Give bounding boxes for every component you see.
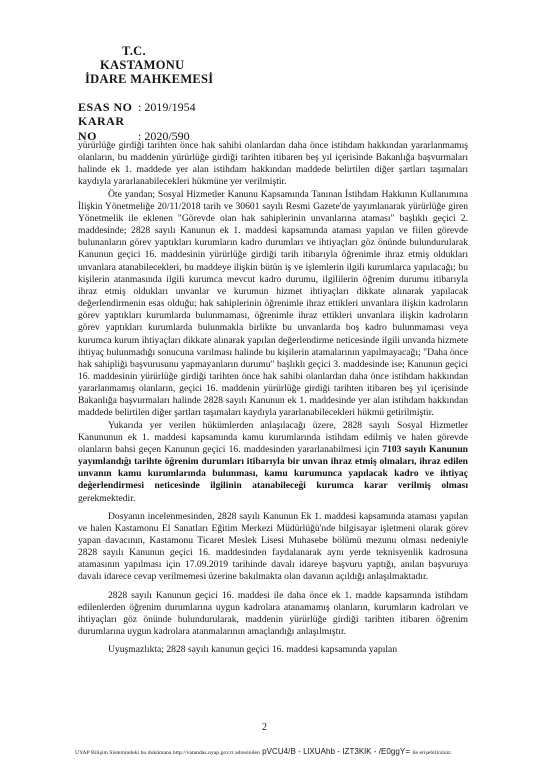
paragraph-text: Yukarıda yer verilen hükümlerden anlaşılacağı üzere, 2828 sayılı Sosyal Hizmetler Kanununun ek 1. maddesi kapsamında kamu kurumlarında istihdam edilmiş ve halen görevde olanların bahsi geçen Kanunun geçici 16. maddesinden yararlanabilmesi için — [78, 419, 468, 455]
esas-no-value: : 2019/1954 — [138, 100, 196, 114]
paragraph — [78, 590, 468, 639]
paragraph-text: gerekmektedir. — [78, 492, 136, 504]
esas-no-label: ESAS NO — [78, 100, 133, 114]
paragraph-text: 2828 sayılı Kanunun geçici 16. maddesi ile daha önce ek 1. madde kapsamında istihdam edilenlerden öğrenim durumlarına uygun kadrolara atanamamış olanların, kurumların kadroları ve ihtiyaçları göz önünde bulundurularak, maddenin yürürlüğe girdiği tarihten itibaren öğrenim durumlarına uygun kadrolara atanmalarının amaçlandığı anlaşılmıştır. — [78, 589, 468, 638]
document-body — [78, 140, 468, 656]
footer-verification-code: pVCU4/B - LlXUAhb - IZT3KlK - /E0ggY= — [259, 747, 413, 756]
paragraph — [78, 140, 468, 189]
paragraph — [78, 644, 468, 656]
uyap-footer — [75, 747, 452, 756]
header-tc: T.C. — [122, 44, 146, 58]
page-number: 2 — [262, 722, 267, 733]
paragraph-text: yürürlüğe girdiği tarihten önce hak sahibi olanlardan daha önce istihdam hakkından yararlanmamış olanların, bu maddenin yürürlüğe girdiği tarihten itibaren beş yıl içerisinde Bakanlığa başvurmaları halinde ek 1. maddede yer alan istihdam hakkından maddede belirtilen diğer şartları taşımaları kaydıyla yararlanabilecekleri hükmüne yer verilmiştir. — [78, 140, 468, 188]
header-court: İDARE MAHKEMESİ — [85, 72, 214, 86]
karar-no-label: KARAR NO — [78, 114, 125, 143]
paragraph-text: Öte yandan; Sosyal Hizmetler Kanunu Kapsamında Tanınan İstihdam Hakkının Kullanımına İlişkin Yönetmeliğe 20/11/2018 tarih ve 30601 sayılı Resmi Gazete'de yayımlanarak yürürlüğe giren Yönetmelik ile eklenen "Görevde olan hak sahiplerinin unvanlarına ataması" başlıklı geçici 2. maddesinde; 2828 sayılı Kanunun ek 1. maddesi kapsamında ataması yapılan ve fiilen görevde bulunanların görev yaptıkları kurumların kadro durumları ve ihtiyaçları göz önünde bulundurularak Kanunun geçici 16. maddesinin yürürlüğe girdiği tarih itibarıyla öğrenimle ihraz etmiş oldukları unvanlara atanabilecekleri, bu maddeye ilişkin bütün iş ve işlemlerin ilgili kurumlarca yapılacağı; bu kişilerin atanmasında ilgili kurumca mevcut kadro durumu, ilgililerin öğrenim durumu itibarıyla ihraz etmiş oldukları unvanlar ve kurumun hizmet ihtiyaçları dikkate alınarak yapılacak değerlendirmenin esas olduğu; hak sahiplerinin öğrenimle ihraz ettikleri unvanlara ilişkin kadroların görev yaptıkları kurumlarda bulunmaması, öğrenimle ihraz ettikleri unvanlara ilişkin kadroların görev yaptıkları kurumlarda bulunmakla birlikte bu unvanlarda boş kadro bulunmaması veya kurumca kurum ihtiyaçları dikkate alınarak yapılan değerlendirme neticesinde ilgili unvanda hizmete ihtiyaç bulunmadığı sonucuna varılması halinde bu kişilerin atamalarının yapılmayacağı; "Daha önce hak sahipliği başvurusunu yapmayanların durumu" başlıklı geçici 3. maddesinde ise; Kanunun geçici 16. maddesinin yürürlüğe girdiği tarihten önce hak sahibi olanlardan daha önce istihdam hakkından yararlanmamış olanların, geçici 16. maddenin yürürlüğe girdiği tarihten itibaren beş yıl içerisinde Bakanlığa başvurmaları halinde 2828 sayılı Kanunun ek 1. maddesinde yer alan istihdam hakkından maddede belirtilen diğer şartları taşımaları kaydıyla yararlanabilecekleri hükmü getirilmiştir. — [78, 188, 468, 419]
karar-no-value: : 2020/590 — [138, 129, 190, 143]
esas-no-line — [78, 100, 196, 115]
paragraph — [78, 189, 468, 420]
paragraph — [78, 420, 468, 505]
bold-text: 7103 sayılı Kanunun yayımlandığı tarihte öğrenim durumları itibarıyla bir unvan ihraz etmiş olmaları, ihraz edilen unvanın kamu kurumlarında bulunması, kamu kurumunca yapılacak kadro ve ihtiyaç değerlendirmesi neticesinde ilgilinin atanabileceği kurumca karar verilmiş olması — [78, 443, 468, 492]
paragraph-text: Uyuşmazlıkta; 2828 sayılı kanunun geçici 16. maddesi kapsamında yapılan — [108, 644, 398, 656]
paragraph — [78, 511, 468, 584]
header-city: KASTAMONU — [100, 58, 185, 72]
footer-text: UYAP Bilişim Sistemindeki bu dokümana http://vatandas.uyap.gov.tr adresinden — [75, 750, 260, 756]
paragraph-text: Dosyanın incelenmesinden, 2828 sayılı Kanunun Ek 1. maddesi kapsamında ataması yapılan ve halen Kastamonu El Sanatları Eğitim Merkezi Müdürlüğü'nde bilgisayar işletmeni olarak görev yapan davacının, Kastamonu Ticaret Meslek Lisesi Muhasebe bölümü mezunu olması nedeniyle 2828 sayılı Kanunun geçici 16. maddesinden faydalanarak aynı yerde teknisyenlik kadrosuna atamasının yapılması için 17.09.2019 tarihinde davalı idareye başvuru yaptığı, anılan başvuruya davalı idarece cevap verilmemesi üzerine bakılmakta olan davanın açıldığı anlaşılmaktadır. — [78, 510, 468, 583]
footer-suffix: ile erişebilirsiniz. — [412, 750, 453, 756]
